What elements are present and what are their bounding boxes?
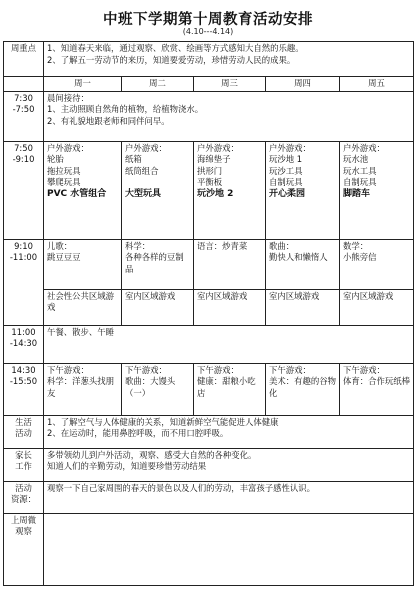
afternoon-cell-tue: 下午游戏： 歌曲：大馒头（一） [122, 363, 194, 415]
outdoor-cell-fri: 户外游戏： 玩水池 玩水工具 自制玩具 脚踏车 [340, 141, 414, 239]
morning-item: 1、主动照顾自然角的植物，给植物浇水。 [47, 104, 204, 115]
focus-item: 2、了解五一劳动节的来历，知道要爱劳动，珍惜劳动人民的成果。 [47, 54, 296, 65]
life-content: 1、了解空气与人体健康的关系，知道新鲜空气能促进人体健康 2、在运动时，能用鼻腔呼吸，而不用口腔呼吸。 [44, 415, 414, 448]
day-header-wed: 周三 [194, 77, 266, 92]
afternoon-time: 14:30 -15:50 [4, 363, 44, 415]
resources-content: 观察一下自己家周围的春天的景色以及人们的劳动，丰富孩子感性认识。 [44, 481, 414, 513]
area-row [4, 289, 414, 325]
lesson-cell-tue: 科学： 各种各样的豆制品 [122, 239, 194, 289]
lesson-cell-fri: 数学： 小熊旁信 [340, 239, 414, 289]
resources-row [4, 481, 414, 513]
observation-content [44, 513, 414, 585]
morning-row [4, 91, 414, 141]
day-header-tue: 周二 [122, 77, 194, 92]
lesson-cell-mon: 儿歌： 跳豆豆豆 [44, 239, 122, 289]
observation-row [4, 513, 414, 585]
morning-content [44, 91, 414, 141]
outdoor-time: 7:50 -9:10 [4, 141, 44, 239]
lunch-time: 11:00 -14:30 [4, 325, 44, 363]
focus-item: 1、知道春天来临，通过观察、欣赏、绘画等方式感知大自然的乐趣。 [47, 43, 304, 53]
family-content: 多带领幼儿到户外活动，观察、感受大自然的各种变化。 知道人们的辛勤劳动，知道要珍惜劳动结果 [44, 448, 414, 481]
area-cell-tue: 室内区域游戏 [122, 289, 194, 325]
day-header-thu: 周四 [266, 77, 340, 92]
morning-time: 7:30 -7:50 [4, 91, 44, 141]
area-cell-wed: 室内区域游戏 [194, 289, 266, 325]
page-title: 中班下学期第十周教育活动安排 [103, 12, 313, 28]
morning-item: 2、有礼貌地跟老师和同伴问早。 [47, 115, 170, 126]
family-label: 家长 工作 [4, 448, 44, 481]
outdoor-cell-mon: 户外游戏： 轮胎 拖拉玩具 攀爬玩具 PVC 水管组合 [44, 141, 122, 239]
area-cell-mon: 社会性公共区域游戏 [44, 289, 122, 325]
area-cell-thu: 室内区域游戏 [266, 289, 340, 325]
afternoon-cell-thu: 下午游戏： 美术：有趣的谷物化 [266, 363, 340, 415]
focus-label: 周重点 [4, 42, 44, 77]
day-header-row [4, 77, 414, 92]
lunch-row [4, 325, 414, 363]
afternoon-cell-mon: 下午游戏： 科学：洋葱头找朋友 [44, 363, 122, 415]
schedule-table [3, 41, 414, 586]
day-header-mon: 周一 [44, 77, 122, 92]
area-cell-fri: 室内区域游戏 [340, 289, 414, 325]
afternoon-row [4, 363, 414, 415]
outdoor-row [4, 141, 414, 239]
lesson-time: 9:10 -11:00 [4, 239, 44, 325]
resources-label: 活动 资源： [4, 481, 44, 513]
focus-content [44, 42, 414, 77]
focus-row [4, 42, 414, 77]
lunch-content: 午餐、散步、午睡 [44, 325, 414, 363]
outdoor-cell-wed: 户外游戏： 海绵垫子 拱形门 平衡板 玩沙地 2 [194, 141, 266, 239]
lesson-cell-thu: 歌曲： 勤快人和懒惰人 [266, 239, 340, 289]
day-header-fri: 周五 [340, 77, 414, 92]
morning-title: 晨间接待： [47, 92, 89, 103]
family-row [4, 448, 414, 481]
life-row [4, 415, 414, 448]
outdoor-cell-tue: 户外游戏： 纸箱 纸筒组合 大型玩具 [122, 141, 194, 239]
lesson-row [4, 239, 414, 289]
afternoon-cell-fri: 下午游戏： 体育：合作玩纸棒 [340, 363, 414, 415]
header-blank [4, 77, 44, 92]
life-label: 生活 活动 [4, 415, 44, 448]
observation-label: 上周微 观察 [4, 513, 44, 585]
afternoon-cell-wed: 下午游戏： 健康：甜粮小吃店 [194, 363, 266, 415]
lesson-cell-wed: 语言：炒青菜 [194, 239, 266, 289]
date-range: (4.10---4.14) [182, 27, 234, 36]
outdoor-cell-thu: 户外游戏： 玩沙地 1 玩沙工具 自制玩具 开心柔园 [266, 141, 340, 239]
